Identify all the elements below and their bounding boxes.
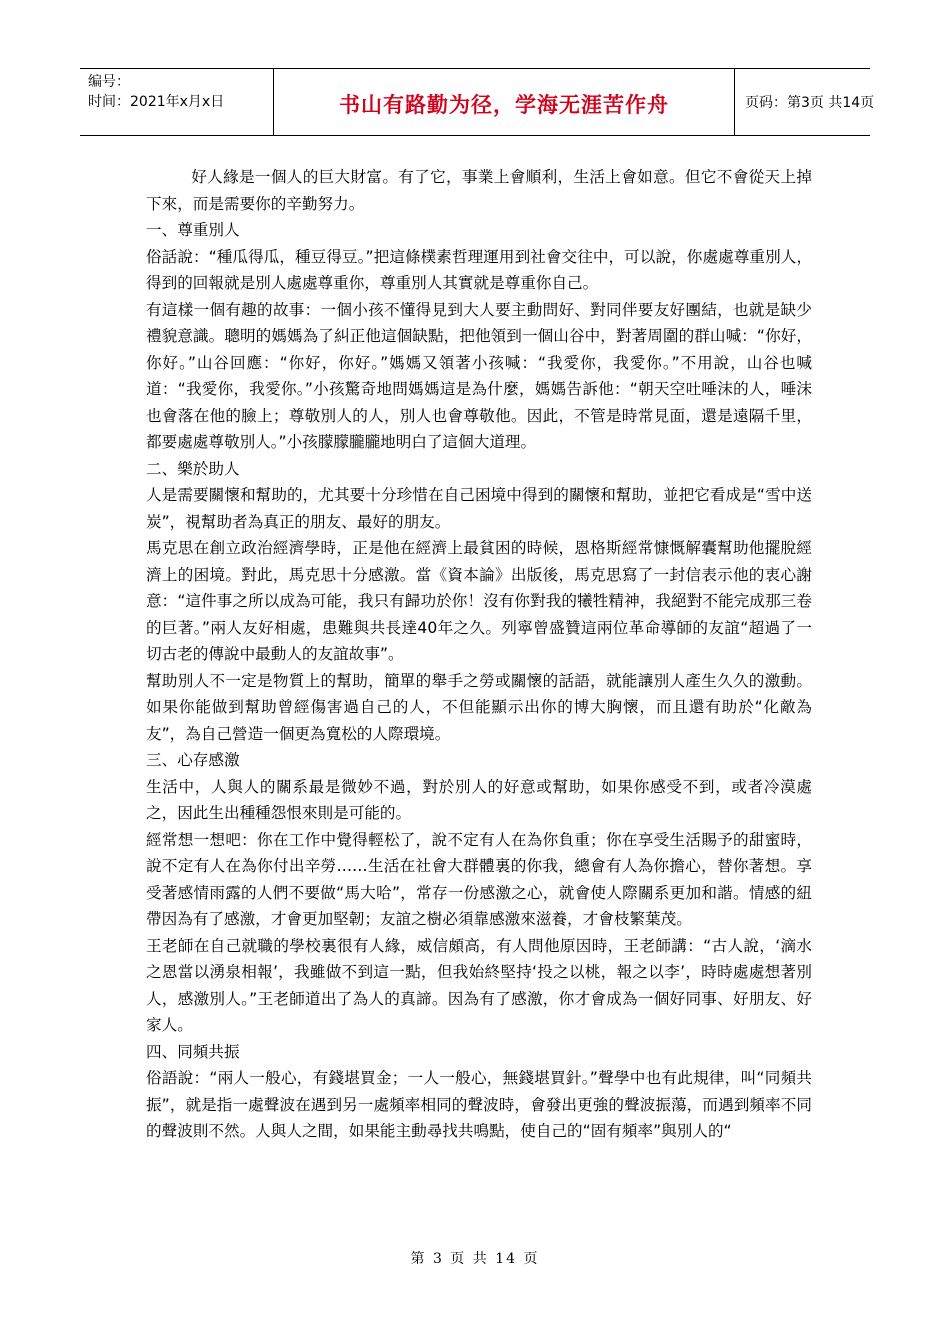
body-paragraph: 經常想一想吧：你在工作中覺得輕松了，說不定有人在為你負重；你在享受生活賜予的甜蜜時，說不定有人在為你付出辛勞……生活在社會大群體裏的你我，總會有人為你擔心，替你著想。享受著感情雨露的人們不要做“馬大哈”，常存一份感激之心，就會使人際關系更加和諧。情感的紐帶因為有了感激，才會更加堅韌；友誼之樹必須靠感激來滋養，才會枝繁葉茂。 [146,830,812,928]
body-paragraph: 馬克思在創立政治經濟學時，正是他在經濟上最貧困的時候，恩格斯經常慷慨解囊幫助他擺脫經濟上的困境。對此，馬克思十分感激。當《資本論》出版後，馬克思寫了一封信表示他的衷心謝意：“這件事之所以成為可能，我只有歸功於你！沒有你對我的犧牲精神，我絕對不能完成那三卷的巨著。”兩人友好相處，患難與共長達40年之久。列寧曾盛贊這兩位革命導師的友誼“超過了一切古老的傳說中最動人的友誼故事”。 [146,539,812,663]
body-paragraph: 生活中，人與人的關系最是微妙不過，對於別人的好意或幫助，如果你感受不到，或者冷漠處之，因此生出種種怨恨來則是可能的。 [146,777,812,822]
body-paragraph: 有這樣一個有趣的故事：一個小孩不懂得見到大人要主動問好、對同伴要友好團結，也就是缺少禮貌意識。聰明的媽媽為了糾正他這個缺點，把他領到一個山谷中，對著周圍的群山喊：“你好，你好。”山谷回應：“你好，你好。”媽媽又領著小孩喊：“我愛你，我愛你。”不用說，山谷也喊道：“我愛你，我愛你。”小孩驚奇地問媽媽這是為什麼，媽媽告訴他：“朝天空吐唾沫的人，唾沫也會落在他的臉上；尊敬別人的人，別人也會尊敬他。因此，不管是時常見面，還是遠隔千里，都要處處尊敬別人。”小孩朦朦朧朧地明白了這個大道理。 [146,300,812,451]
header-motto-cell [274,69,735,135]
body-paragraph: 人是需要關懷和幫助的，尤其要十分珍惜在自己困境中得到的關懷和幫助，並把它看成是“雪中送炭”，視幫助者為真正的朋友、最好的朋友。 [146,486,812,531]
document-body [146,164,812,1145]
motto: 书山有路勤为径，学海无涯苦作舟 [339,93,669,117]
section-heading: 四、同頻共振 [146,1042,240,1061]
page-header [80,68,875,136]
body-paragraph: 幫助別人不一定是物質上的幫助，簡單的舉手之勞或關懷的話語，就能讓別人產生久久的激動。如果你能做到幫助曾經傷害過自己的人，不但能顯示出你的博大胸懷，而且還有助於“化敵為友”，為自己營造一個更為寬松的人際環境。 [146,671,812,743]
body-paragraph: 俗話說：“種瓜得瓜，種豆得豆。”把這條樸素哲理運用到社會交往中，可以說，你處處尊重別人，得到的回報就是別人處處尊重你，尊重別人其實就是尊重你自己。 [146,247,812,292]
body-paragraph: 俗語說：“兩人一般心，有錢堪買金；一人一般心，無錢堪買針。”聲學中也有此規律，叫“同頻共振”，就是指一處聲波在遇到另一處頻率相同的聲波時，會發出更強的聲波振蕩，而遇到頻率不同的聲波則不然。人與人之間，如果能主動尋找共鳴點，使自己的“固有頻率”與別人的“ [146,1069,812,1140]
header-meta [80,69,274,135]
section-heading: 三、心存感激 [146,751,240,769]
page-footer: 第 3 页 共 14 页 [410,1251,540,1267]
section-heading: 二、樂於助人 [146,459,240,478]
number-label: 编号： [88,74,130,90]
body-paragraph: 王老師在自己就職的學校裏很有人緣，威信頗高，有人問他原因時，王老師講：“古人說，‘滴水之恩當以湧泉相報’，我雖做不到這一點，但我始終堅持‘投之以桃，報之以李’，時時處處想著別人，感激別人。”王老師道出了為人的真諦。因為有了感激，你才會成為一個好同事、好朋友、好家人。 [146,936,812,1034]
intro-paragraph: 好人緣是一個人的巨大財富。有了它，事業上會順利，生活上會如意。但它不會從天上掉下來，而是需要你的辛勤努力。 [146,168,812,213]
page-number-label: 页码：第3页 共14页 [745,95,875,111]
date-label: 时间：2021年x月x日 [88,94,225,110]
header-page-cell [735,69,875,135]
section-heading: 一、尊重別人 [146,221,240,239]
